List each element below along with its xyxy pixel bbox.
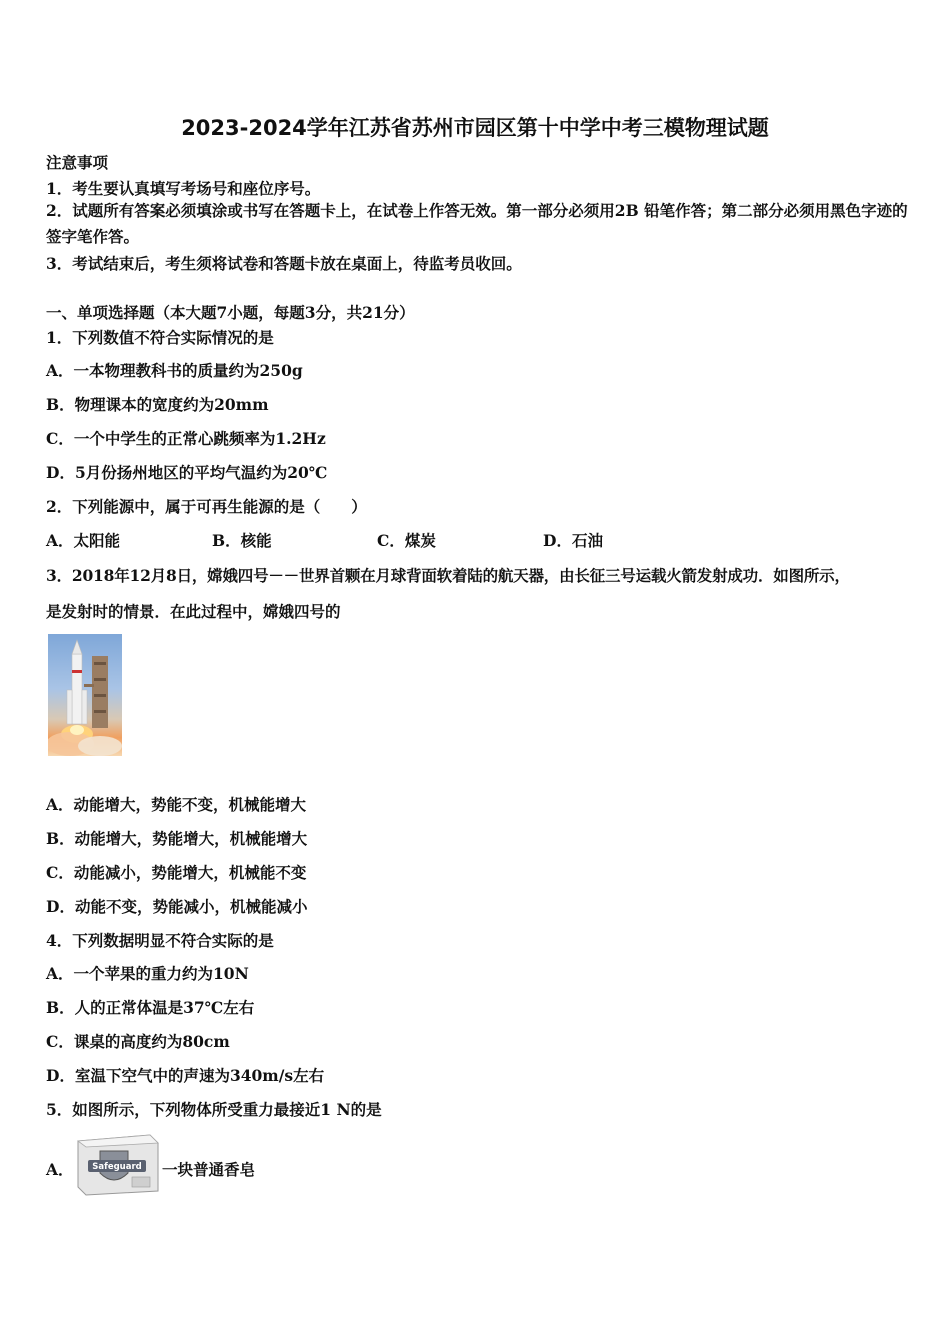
notice-item-3: 3．考试结束后，考生须将试卷和答题卡放在桌面上，待监考员收回。 xyxy=(46,254,522,273)
page-title: 2023-2024学年江苏省苏州市园区第十中学中考三模物理试题 xyxy=(181,116,769,140)
question-2-option-a: A．太阳能 xyxy=(46,531,121,550)
soap-brand-label: Safeguard xyxy=(92,1162,142,1172)
question-3-option-c: C．动能减小，势能增大，机械能不变 xyxy=(46,863,307,882)
question-1-option-b: B．物理课本的宽度约为20mm xyxy=(46,395,269,414)
question-4-option-b: B．人的正常体温是37℃左右 xyxy=(46,998,255,1017)
rocket-launch-image xyxy=(48,634,122,756)
soap-box-illustration xyxy=(72,1133,160,1197)
notice-heading: 注意事项 xyxy=(46,153,109,172)
soap-bar-image xyxy=(72,1133,160,1197)
question-1-option-a: A．一本物理教科书的质量约为250g xyxy=(46,361,303,380)
question-4-option-c: C．课桌的高度约为80cm xyxy=(46,1032,230,1051)
notice-item-1: 1．考生要认真填写考场号和座位序号。 xyxy=(46,179,321,198)
question-5-stem: 5．如图所示，下列物体所受重力最接近1 N的是 xyxy=(46,1100,382,1119)
question-5-option-a-text: 一块普通香皂 xyxy=(162,1160,256,1179)
question-3-option-d: D．动能不变，势能减小，机械能减小 xyxy=(46,897,308,916)
question-3-stem-line-2: 是发射时的情景．在此过程中，嫦娥四号的 xyxy=(46,602,341,621)
question-4-stem: 4．下列数据明显不符合实际的是 xyxy=(46,931,274,950)
question-3-option-b: B．动能增大，势能增大，机械能增大 xyxy=(46,829,308,848)
question-1-option-c: C．一个中学生的正常心跳频率为1.2Hz xyxy=(46,429,326,448)
question-2-option-d: D．石油 xyxy=(543,531,603,550)
question-2-option-b: B．核能 xyxy=(212,531,272,550)
question-2-option-c: C．煤炭 xyxy=(377,531,436,550)
question-3-option-a: A．动能增大，势能不变，机械能增大 xyxy=(46,795,307,814)
rocket-launch-illustration xyxy=(48,634,122,756)
question-4-option-d: D．室温下空气中的声速为340m/s左右 xyxy=(46,1066,325,1085)
question-2-stem: 2．下列能源中，属于可再生能源的是（ ） xyxy=(46,497,367,516)
question-3-stem-line-1: 3．2018年12月8日，嫦娥四号－－世界首颗在月球背面软着陆的航天器，由长征三号运载火箭发射成功．如图所示， xyxy=(46,566,850,585)
section-heading: 一、单项选择题（本大题7小题，每题3分，共21分） xyxy=(46,303,415,322)
question-5-option-a-letter: A． xyxy=(46,1160,74,1179)
question-1-stem: 1．下列数值不符合实际情况的是 xyxy=(46,328,274,347)
notice-item-2: 2．试题所有答案必须填涂或书写在答题卡上，在试卷上作答无效。第一部分必须用2B 铅笔作答；第二部分必须用黑色字迹的签字笔作答。 xyxy=(46,201,908,246)
question-4-option-a: A．一个苹果的重力约为10N xyxy=(46,964,249,983)
question-1-option-d: D．5月份扬州地区的平均气温约为20℃ xyxy=(46,463,328,482)
